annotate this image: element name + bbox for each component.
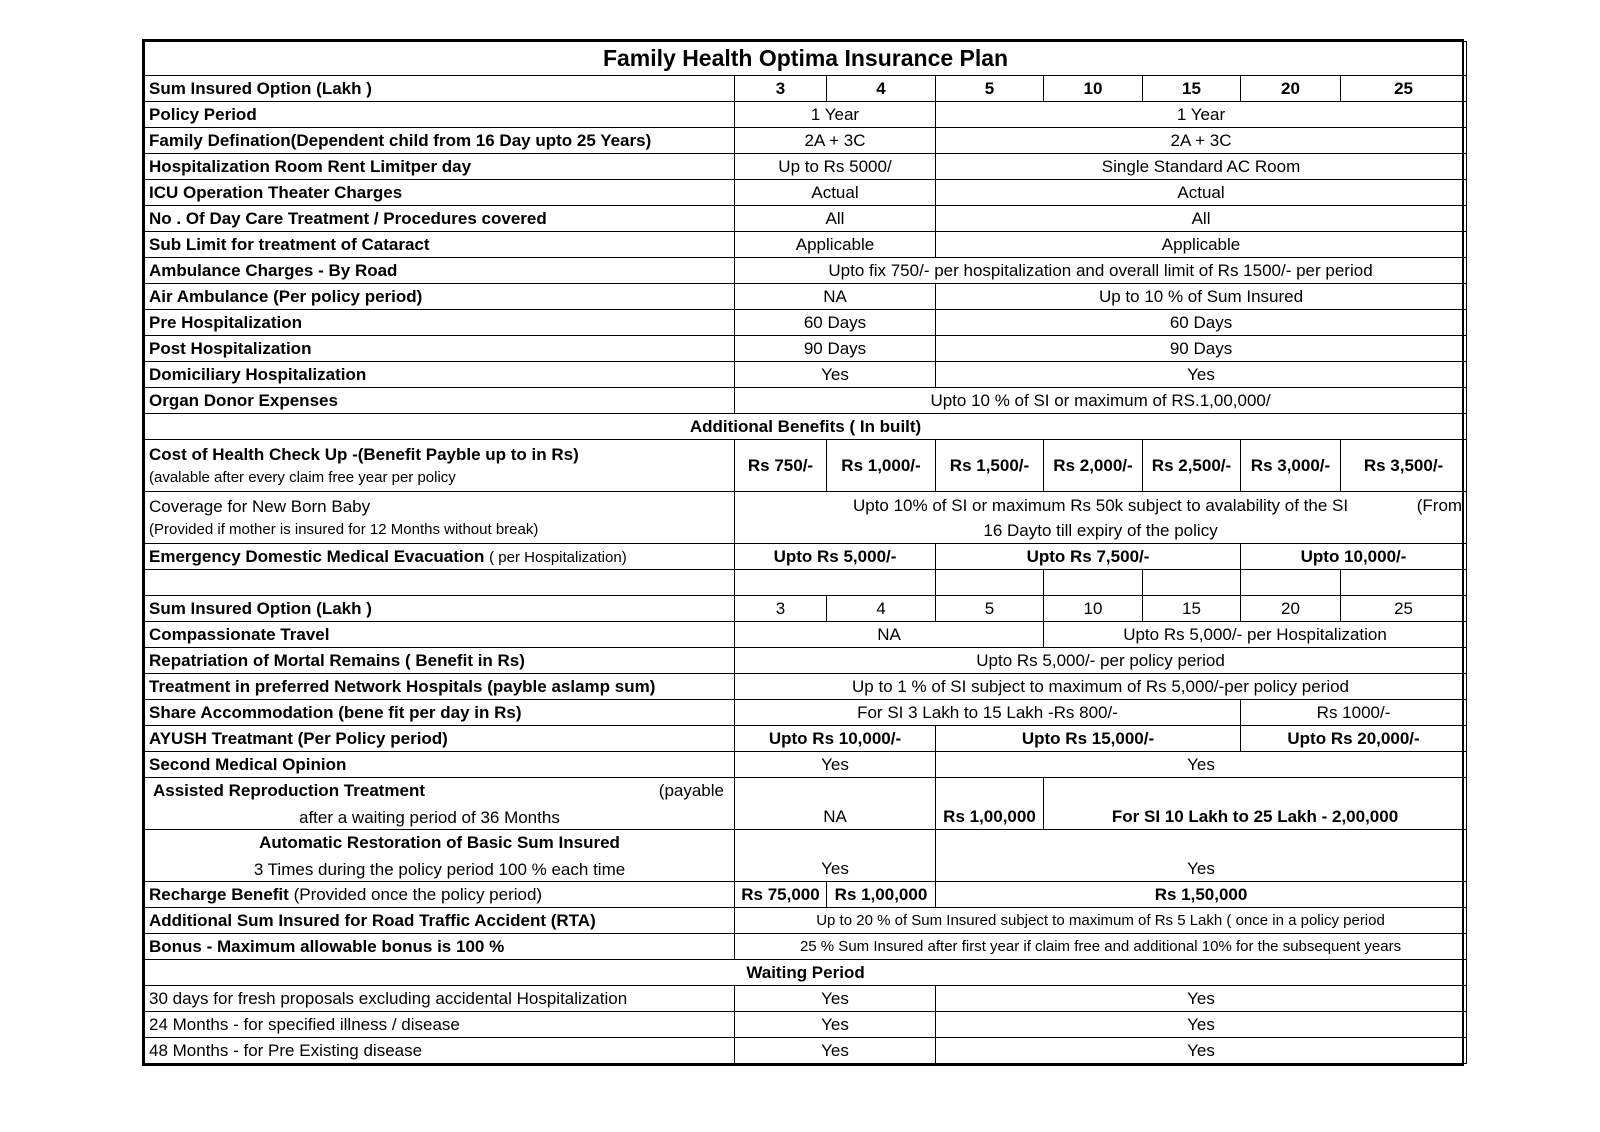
table-row [145,388,1467,414]
cell: All [936,206,1467,232]
cell: For SI 3 Lakh to 15 Lakh -Rs 800/- [735,700,1241,726]
table-row [145,206,1467,232]
cell: 1 Year [936,102,1467,128]
cell: 90 Days [936,336,1467,362]
table-row [145,336,1467,362]
health-check-sub: (avalable after every claim free year per policy [149,468,456,486]
cell: All [735,206,936,232]
cell: Upto Rs 10,000/- [735,726,936,752]
restoration-line2: 3 Times during the policy period 100 % each time [253,859,626,879]
table-row [145,180,1467,206]
table-row [145,310,1467,336]
table-row [145,154,1467,180]
health-check-row [145,440,1467,492]
sum-option: 20 [1241,76,1341,102]
cell [936,570,1044,596]
cell: Rs 1,50,000 [936,882,1467,908]
table-row [145,232,1467,258]
new-born-line2: 16 Dayto till expiry of the policy [983,520,1218,540]
table-row [145,284,1467,310]
cell: Rs 75,000 [735,882,827,908]
row-label: 48 Months - for Pre Existing disease [145,1038,735,1064]
table-row [145,622,1467,648]
table-row [145,934,1467,960]
row-label: Sum Insured Option (Lakh ) [145,76,735,102]
new-born-row [145,492,1467,544]
row-label [145,778,735,830]
cell: 2A + 3C [936,128,1467,154]
row-label: 30 days for fresh proposals excluding accidental Hospitalization [145,986,735,1012]
new-born-sub: (Provided if mother is insured for 12 Months without break) [149,520,539,538]
table-row [145,700,1467,726]
cell [735,492,1467,544]
cell: Upto 10,000/- [1241,544,1467,570]
cell: Yes [735,830,936,882]
sum-option: 3 [735,76,827,102]
row-label: No . Of Day Care Treatment / Procedures covered [145,206,735,232]
sum-option: 10 [1044,76,1143,102]
cell: Yes [936,986,1467,1012]
cell: Upto Rs 5,000/- per Hospitalization [1044,622,1467,648]
row-label: Second Medical Opinion [145,752,735,778]
reproduction-label: Assisted Reproduction Treatment [153,780,426,800]
blank-row [145,570,1467,596]
section-header-waiting: Waiting Period [145,960,1467,986]
table-row [145,1038,1467,1064]
cell [1241,570,1341,596]
reproduction-line2: after a waiting period of 36 Months [299,807,560,827]
cell: Yes [735,362,936,388]
restoration-row [145,830,1467,882]
table-row [145,752,1467,778]
sum-insured-row-2 [145,596,1467,622]
table-row [145,258,1467,284]
cell: Upto fix 750/- per hospitalization and overall limit of Rs 1500/- per period [735,258,1467,284]
cell: 1 Year [735,102,936,128]
sum-option: 3 [735,596,827,622]
row-label: Hospitalization Room Rent Limitper day [145,154,735,180]
health-check-label: Cost of Health Check Up -(Benefit Payble up to in Rs) [149,444,579,464]
insurance-plan-sheet [142,39,1464,1066]
cell: Rs 1,000/- [827,440,936,492]
sum-option: 25 [1341,76,1467,102]
cell: Upto Rs 5,000/- per policy period [735,648,1467,674]
table-row [145,102,1467,128]
cell: Up to 10 % of Sum Insured [936,284,1467,310]
cell: Yes [936,1012,1467,1038]
sum-option: 20 [1241,596,1341,622]
sum-option: 10 [1044,596,1143,622]
plan-table [144,41,1467,1064]
sum-option: 5 [936,76,1044,102]
cell: Yes [936,1038,1467,1064]
new-born-line1b: (From [1416,495,1463,515]
cell [145,570,735,596]
cell: Yes [735,986,936,1012]
cell: Applicable [936,232,1467,258]
cell: Yes [735,1012,936,1038]
row-label [145,882,735,908]
cell: Yes [735,752,936,778]
cell: Rs 1,00,000 [936,778,1044,830]
row-label: Ambulance Charges - By Road [145,258,735,284]
cell: Rs 3,500/- [1341,440,1467,492]
new-born-line1: Upto 10% of SI or maximum Rs 50k subject to avalability of the SI [852,495,1349,515]
reproduction-row [145,778,1467,830]
cell: For SI 10 Lakh to 25 Lakh - 2,00,000 [1044,778,1467,830]
evacuation-row [145,544,1467,570]
cell: Applicable [735,232,936,258]
table-row [145,726,1467,752]
cell: Yes [936,752,1467,778]
cell: Upto Rs 20,000/- [1241,726,1467,752]
cell: Upto Rs 15,000/- [936,726,1241,752]
sum-option: 15 [1143,596,1241,622]
row-label: Pre Hospitalization [145,310,735,336]
row-label: Family Defination(Dependent child from 16 Day upto 25 Years) [145,128,735,154]
table-row [145,674,1467,700]
row-label [145,544,735,570]
cell: Upto 10 % of SI or maximum of RS.1,00,000/ [735,388,1467,414]
cell: Rs 2,500/- [1143,440,1241,492]
cell: Actual [735,180,936,206]
recharge-row [145,882,1467,908]
row-label: Sum Insured Option (Lakh ) [145,596,735,622]
cell: Upto Rs 5,000/- [735,544,936,570]
cell: 2A + 3C [735,128,936,154]
row-label [145,492,735,544]
table-row [145,128,1467,154]
cell: Rs 1000/- [1241,700,1467,726]
sum-option: 4 [827,76,936,102]
cell: NA [735,622,1044,648]
sum-option: 4 [827,596,936,622]
row-label [145,440,735,492]
cell: Upto Rs 7,500/- [936,544,1241,570]
cell: 60 Days [735,310,936,336]
evacuation-sub: ( per Hospitalization) [489,548,627,566]
row-label: Policy Period [145,102,735,128]
cell: 25 % Sum Insured after first year if claim free and additional 10% for the subsequent years [735,934,1467,960]
sum-option: 15 [1143,76,1241,102]
cell: Yes [936,830,1467,882]
cell: Actual [936,180,1467,206]
cell: Rs 1,00,000 [827,882,936,908]
row-label: 24 Months - for specified illness / disease [145,1012,735,1038]
row-label: Bonus - Maximum allowable bonus is 100 % [145,934,735,960]
table-row [145,648,1467,674]
cell: NA [735,778,936,830]
row-label: Compassionate Travel [145,622,735,648]
cell [1341,570,1467,596]
cell [735,570,936,596]
reproduction-label-b: (payable [658,780,724,800]
cell: 60 Days [936,310,1467,336]
sum-option: 5 [936,596,1044,622]
evacuation-label: Emergency Domestic Medical Evacuation [149,546,485,566]
recharge-label: Recharge Benefit [149,885,289,904]
cell: Rs 3,000/- [1241,440,1341,492]
cell [1044,570,1143,596]
cell: Rs 2,000/- [1044,440,1143,492]
row-label: AYUSH Treatmant (Per Policy period) [145,726,735,752]
cell: Rs 750/- [735,440,827,492]
cell: 90 Days [735,336,936,362]
row-label: Sub Limit for treatment of Cataract [145,232,735,258]
table-row [145,1012,1467,1038]
page-title: Family Health Optima Insurance Plan [145,42,1467,76]
cell: Up to Rs 5000/ [735,154,936,180]
row-label: Domiciliary Hospitalization [145,362,735,388]
row-label: ICU Operation Theater Charges [145,180,735,206]
row-label: Organ Donor Expenses [145,388,735,414]
row-label: Treatment in preferred Network Hospitals (payble aslamp sum) [145,674,735,700]
cell: Up to 1 % of SI subject to maximum of Rs 5,000/-per policy period [735,674,1467,700]
row-label: Share Accommodation (bene fit per day in Rs) [145,700,735,726]
section-header-additional: Additional Benefits ( In built) [145,414,1467,440]
cell: Up to 20 % of Sum Insured subject to maximum of Rs 5 Lakh ( once in a policy period [735,908,1467,934]
cell [1143,570,1241,596]
restoration-label: Automatic Restoration of Basic Sum Insured [259,832,620,852]
cell: NA [735,284,936,310]
cell: Rs 1,500/- [936,440,1044,492]
table-row [145,986,1467,1012]
table-row [145,908,1467,934]
table-row [145,362,1467,388]
cell: Yes [936,362,1467,388]
row-label: Post Hospitalization [145,336,735,362]
row-label [145,830,735,882]
row-label: Repatriation of Mortal Remains ( Benefit in Rs) [145,648,735,674]
cell: Single Standard AC Room [936,154,1467,180]
recharge-sub: (Provided once the policy period) [293,885,543,904]
sum-insured-row [145,76,1467,102]
row-label: Air Ambulance (Per policy period) [145,284,735,310]
sum-option: 25 [1341,596,1467,622]
new-born-label: Coverage for New Born Baby [149,496,371,516]
row-label: Additional Sum Insured for Road Traffic Accident (RTA) [145,908,735,934]
cell: Yes [735,1038,936,1064]
